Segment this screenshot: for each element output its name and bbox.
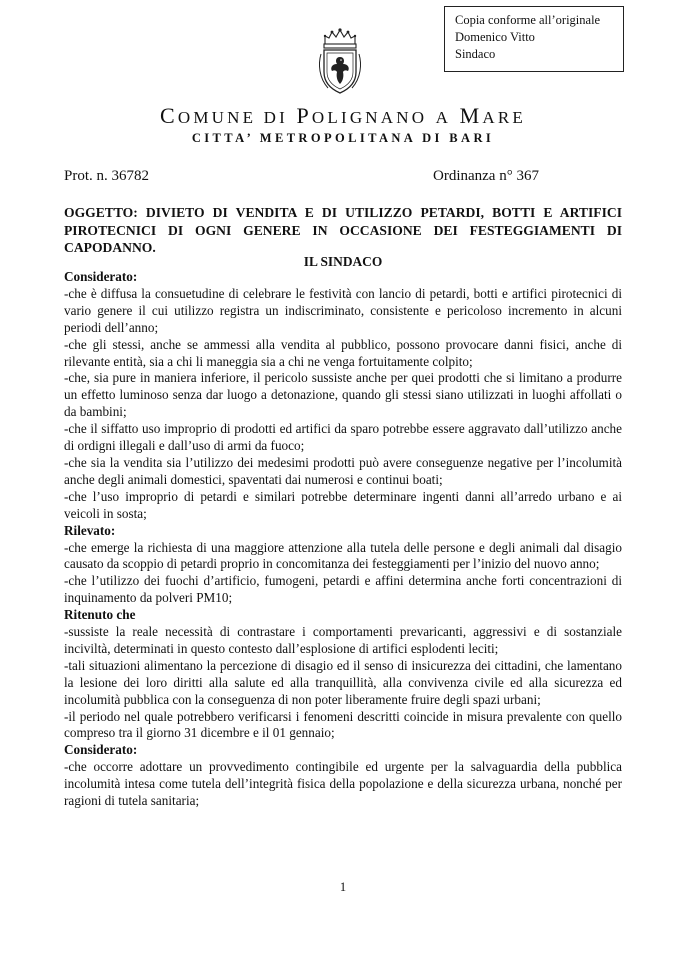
paragraph: -il periodo nel quale potrebbero verificarsi i fenomeni descritti coincide in misura prevalente con quello compreso tra il giorno 31 dicembre e il 01 gennaio; (64, 708, 622, 741)
paragraph: -che, sia pure in maniera inferiore, il pericolo sussiste anche per quei prodotti che si limitano a produrre un effetto luminoso senza dar luogo a detonazione, quando gli stessi siano utilizzati in luoghi affollati o da bambini; (64, 370, 622, 420)
paragraph: -tali situazioni alimentano la percezione di disagio ed il senso di insicurezza dei cittadini, che lamentano la lesione dei loro diritti alla salute ed alla tranquillità, alla convivenza civile ed alla sicurezza ed incolumità pubblica con la conseguenza di non poter liberamente fruire degli spazi urbani; (64, 657, 622, 707)
stamp-line-3: Sindaco (455, 47, 496, 61)
paragraph: -che gli stessi, anche se ammessi alla vendita al pubblico, possono provocare danni fisici, anche di rilevante entità, sia a chi li maneggia sia a chi ne venga fortuitamente colpito; (64, 336, 622, 369)
ordinance-number: Ordinanza n° 367 (433, 168, 539, 184)
paragraph: -che il siffatto uso improprio di prodotti ed artifici da sparo potrebbe essere aggravato dall’utilizzo anche di ordigni illegali e dall’uso di armi da fuoco; (64, 421, 622, 454)
paragraph: -che è diffusa la consuetudine di celebrare le festività con lancio di petardi, botti e artifici pirotecnici di vario genere il cui utilizzo registra un indiscriminato, consistente e pericoloso incremento in alcuni periodi dell’anno; (64, 285, 622, 335)
section-heading: Considerato: (64, 742, 138, 758)
section-heading: Rilevato: (64, 522, 116, 538)
title-initial-m: M (459, 103, 483, 128)
municipality-title (0, 103, 686, 129)
title-initial-c: C (160, 103, 178, 128)
paragraph: -che sia la vendita sia l’utilizzo dei medesimi prodotti può avere conseguenze negative per l’incolumità anche degli animali domestici, spaventati dai numerosi e continui boati; (64, 454, 622, 487)
subject-heading: OGGETTO: DIVIETO DI VENDITA E DI UTILIZZO PETARDI, BOTTI E ARTIFICI PIROTECNICI DI OGNI GENERE IN OCCASIONE DEI FESTEGGIAMENTI DI CAPODANNO. (64, 205, 622, 255)
title-word-are: ARE (482, 108, 526, 127)
section-rilevato (64, 523, 622, 608)
paragraph: -che l’utilizzo dei fuochi d’artificio, fumogeni, petardi e affini determina anche forti concentrazioni di inquinamento da polveri PM10; (64, 573, 622, 606)
protocol-number: Prot. n. 36782 (64, 168, 150, 184)
section-heading: Ritenuto che (64, 607, 136, 623)
issuer-heading: IL SINDACO (303, 254, 383, 269)
stamp-line-1: Copia conforme all’originale (455, 13, 601, 27)
document-body (64, 269, 622, 810)
title-word-omune-di: OMUNE DI (177, 108, 289, 127)
stamp-line-2: Domenico Vitto (455, 30, 535, 44)
paragraph: -che l’uso improprio di petardi e similari potrebbe determinare ingenti danni all’arredo urbano e ai veicoli in sosta; (64, 488, 622, 521)
section-considerato-1 (64, 269, 622, 523)
section-ritenuto (64, 607, 622, 742)
title-word-a: A (435, 108, 452, 127)
page-number: 1 (339, 880, 347, 894)
certified-copy-stamp (444, 6, 624, 72)
paragraph: -sussiste la reale necessità di contrastare i comportamenti prevaricanti, aggressivi e di sostanziale inciviltà, determinati in questo contesto dall’esplosione di artifici esplodenti leciti; (64, 624, 622, 656)
section-considerato-2 (64, 742, 622, 810)
section-heading: Considerato: (64, 269, 138, 284)
municipality-subtitle: CITTA’ METROPOLITANA DI BARI (191, 131, 495, 145)
title-word-olignano: OLIGNANO (311, 108, 428, 127)
paragraph: -che emerge la richiesta di una maggiore attenzione alla tutela delle persone e degli animali dal disagio causato da scoppio di petardi proprio in concomitanza dei festeggiamenti per l’inizio del nuovo anno; (64, 539, 622, 572)
title-initial-p: P (296, 103, 312, 128)
paragraph: -che occorre adottare un provvedimento contingibile ed urgente per la salvaguardia della pubblica incolumità intesa come tutela dell’integrità fisica della popolazione e della sicurezza urbana, nonché per ragioni di tutela sanitaria; (64, 759, 622, 809)
coat-of-arms-icon (316, 26, 364, 96)
